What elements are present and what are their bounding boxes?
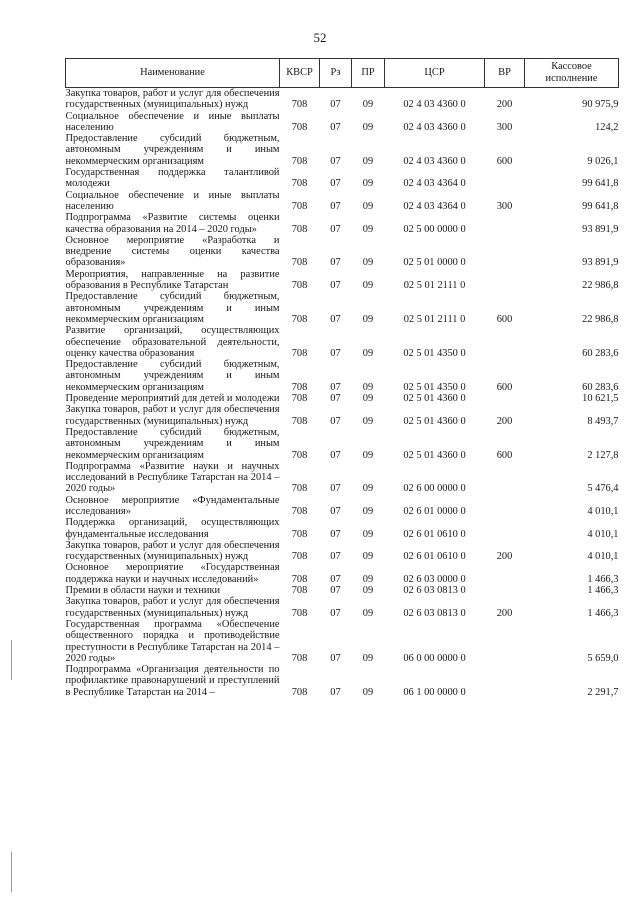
header-vr: ВР bbox=[485, 59, 525, 88]
table-row bbox=[66, 325, 619, 359]
row-pr: 09 bbox=[362, 652, 374, 664]
row-kvsr: 708 bbox=[291, 551, 308, 563]
row-pr: 09 bbox=[362, 178, 374, 190]
row-amount: 1 466,3 bbox=[587, 607, 619, 619]
row-name: Основное мероприятие «Фундаментальные исследования» bbox=[65, 494, 280, 517]
row-rz: 07 bbox=[330, 483, 341, 495]
row-amount: 1 466,3 bbox=[587, 573, 619, 585]
row-name: Предоставление субсидий бюджетным, автономным учреждениям и иным некоммерческим организациям bbox=[65, 133, 280, 167]
row-vr bbox=[485, 461, 525, 495]
table-row bbox=[66, 495, 619, 518]
row-csr: 02 6 01 0610 0 bbox=[403, 551, 466, 563]
row-pr: 09 bbox=[362, 505, 374, 517]
row-pr: 09 bbox=[362, 381, 374, 393]
row-kvsr: 708 bbox=[291, 347, 308, 359]
row-rz: 07 bbox=[330, 121, 341, 133]
header-amount: Кассовое исполнение bbox=[525, 59, 619, 88]
row-rz: 07 bbox=[330, 99, 341, 111]
row-kvsr: 708 bbox=[291, 483, 308, 495]
row-rz: 07 bbox=[330, 652, 341, 664]
row-name: Основное мероприятие «Разработка и внедрение системы оценки качества образования» bbox=[65, 234, 280, 269]
table-header-row bbox=[66, 59, 619, 88]
row-pr: 09 bbox=[362, 607, 374, 619]
row-kvsr: 708 bbox=[291, 121, 308, 133]
row-rz: 07 bbox=[330, 607, 341, 619]
row-amount: 60 283,6 bbox=[582, 381, 619, 393]
header-kvsr: КВСР bbox=[280, 59, 320, 88]
row-rz: 07 bbox=[330, 449, 341, 461]
row-pr: 09 bbox=[362, 393, 374, 405]
row-kvsr: 708 bbox=[291, 99, 308, 111]
row-amount: 124,2 bbox=[595, 121, 619, 133]
table-row bbox=[66, 111, 619, 134]
row-kvsr: 708 bbox=[291, 607, 308, 619]
row-amount: 2 127,8 bbox=[587, 449, 619, 461]
row-pr: 09 bbox=[362, 585, 374, 597]
row-csr: 02 5 01 0000 0 bbox=[403, 257, 466, 269]
row-vr: 200 bbox=[496, 607, 513, 619]
row-amount: 8 493,7 bbox=[587, 415, 619, 427]
row-vr: 600 bbox=[496, 155, 513, 167]
row-rz: 07 bbox=[330, 585, 341, 597]
row-kvsr: 708 bbox=[291, 200, 308, 212]
row-csr: 02 4 03 4364 0 bbox=[403, 200, 466, 212]
row-amount: 60 283,6 bbox=[582, 347, 619, 359]
row-vr bbox=[485, 167, 525, 190]
row-rz: 07 bbox=[330, 686, 341, 698]
row-pr: 09 bbox=[362, 280, 374, 292]
row-pr: 09 bbox=[362, 200, 374, 212]
row-vr: 200 bbox=[496, 551, 513, 563]
scan-edge-mark bbox=[11, 852, 12, 892]
row-vr bbox=[485, 212, 525, 235]
row-name: Закупка товаров, работ и услуг для обеспечения государственных (муниципальных) нужд bbox=[65, 596, 280, 619]
row-vr bbox=[485, 664, 525, 698]
row-csr: 02 5 01 4360 0 bbox=[403, 415, 466, 427]
row-name: Основное мероприятие «Государственная поддержка науки и научных исследований» bbox=[65, 562, 280, 585]
row-csr: 02 6 01 0610 0 bbox=[403, 528, 466, 540]
table-row bbox=[66, 664, 619, 698]
row-name: Предоставление субсидий бюджетным, автономным учреждениям и иным некоммерческим организациям bbox=[65, 359, 280, 393]
row-kvsr: 708 bbox=[291, 393, 308, 405]
row-kvsr: 708 bbox=[291, 155, 308, 167]
scan-edge-mark bbox=[11, 640, 12, 680]
row-amount: 99 641,8 bbox=[582, 200, 619, 212]
row-rz: 07 bbox=[330, 313, 341, 325]
row-rz: 07 bbox=[330, 223, 341, 235]
row-kvsr: 708 bbox=[291, 528, 308, 540]
row-vr: 200 bbox=[496, 415, 513, 427]
row-amount: 1 466,3 bbox=[587, 585, 619, 597]
row-rz: 07 bbox=[330, 551, 341, 563]
table-row bbox=[66, 269, 619, 292]
header-rz: Рз bbox=[320, 59, 352, 88]
row-name: Подпрограмма «Развитие системы оценки качества образования на 2014 – 2020 годы» bbox=[65, 212, 280, 235]
row-name: Развитие организаций, осуществляющих обеспечение образовательной деятельности, оценку качества образования bbox=[65, 325, 280, 359]
row-kvsr: 708 bbox=[291, 178, 308, 190]
row-rz: 07 bbox=[330, 280, 341, 292]
row-pr: 09 bbox=[362, 99, 374, 111]
row-rz: 07 bbox=[330, 393, 341, 405]
row-amount: 5 476,4 bbox=[587, 483, 619, 495]
row-pr: 09 bbox=[362, 313, 374, 325]
row-kvsr: 708 bbox=[291, 223, 308, 235]
row-csr: 02 5 01 4360 0 bbox=[403, 393, 466, 405]
row-rz: 07 bbox=[330, 381, 341, 393]
row-kvsr: 708 bbox=[291, 280, 308, 292]
row-csr: 02 4 03 4360 0 bbox=[403, 99, 466, 111]
row-pr: 09 bbox=[362, 449, 374, 461]
row-csr: 02 4 03 4360 0 bbox=[403, 121, 466, 133]
row-csr: 02 5 01 2111 0 bbox=[403, 313, 466, 325]
row-name: Закупка товаров, работ и услуг для обеспечения государственных (муниципальных) нужд bbox=[65, 88, 280, 111]
row-vr: 600 bbox=[496, 313, 513, 325]
row-vr bbox=[485, 393, 525, 404]
table-row bbox=[66, 540, 619, 563]
row-pr: 09 bbox=[362, 223, 374, 235]
table-body bbox=[66, 88, 619, 699]
row-csr: 02 6 00 0000 0 bbox=[403, 483, 466, 495]
row-rz: 07 bbox=[330, 257, 341, 269]
row-kvsr: 708 bbox=[291, 381, 308, 393]
row-vr: 200 bbox=[496, 99, 513, 111]
row-vr: 600 bbox=[496, 381, 513, 393]
row-rz: 07 bbox=[330, 200, 341, 212]
row-vr bbox=[485, 495, 525, 518]
table-row bbox=[66, 291, 619, 325]
table-row bbox=[66, 190, 619, 213]
row-csr: 06 1 00 0000 0 bbox=[403, 686, 466, 698]
row-amount: 93 891,9 bbox=[582, 223, 619, 235]
table-row bbox=[66, 427, 619, 461]
table-row bbox=[66, 212, 619, 235]
row-csr: 02 5 00 0000 0 bbox=[403, 223, 466, 235]
row-vr bbox=[485, 585, 525, 596]
header-csr: ЦСР bbox=[385, 59, 485, 88]
row-kvsr: 708 bbox=[291, 585, 308, 597]
row-vr bbox=[485, 517, 525, 540]
row-rz: 07 bbox=[330, 505, 341, 517]
table-row bbox=[66, 619, 619, 664]
row-name: Проведение мероприятий для детей и молодежи bbox=[65, 393, 280, 405]
row-pr: 09 bbox=[362, 121, 374, 133]
row-vr: 300 bbox=[496, 200, 513, 212]
table-row bbox=[66, 596, 619, 619]
row-name: Предоставление субсидий бюджетным, автономным учреждениям и иным некоммерческим организациям bbox=[65, 291, 280, 325]
row-pr: 09 bbox=[362, 415, 374, 427]
row-csr: 02 6 03 0813 0 bbox=[403, 585, 466, 597]
row-rz: 07 bbox=[330, 178, 341, 190]
row-amount: 9 026,1 bbox=[587, 155, 619, 167]
row-csr: 02 5 01 4360 0 bbox=[403, 449, 466, 461]
row-name: Государственная поддержка талантливой молодежи bbox=[65, 167, 280, 190]
row-csr: 02 5 01 4350 0 bbox=[403, 381, 466, 393]
row-vr: 600 bbox=[496, 449, 513, 461]
row-vr bbox=[485, 235, 525, 269]
row-pr: 09 bbox=[362, 551, 374, 563]
row-amount: 2 291,7 bbox=[587, 686, 619, 698]
table-row bbox=[66, 167, 619, 190]
table-row bbox=[66, 235, 619, 269]
row-pr: 09 bbox=[362, 347, 374, 359]
row-kvsr: 708 bbox=[291, 652, 308, 664]
row-pr: 09 bbox=[362, 528, 374, 540]
row-rz: 07 bbox=[330, 528, 341, 540]
row-name: Социальное обеспечение и иные выплаты населению bbox=[65, 189, 280, 212]
row-vr bbox=[485, 562, 525, 585]
row-pr: 09 bbox=[362, 573, 374, 585]
table-row bbox=[66, 562, 619, 585]
row-rz: 07 bbox=[330, 155, 341, 167]
row-name: Премии в области науки и техники bbox=[65, 585, 221, 597]
row-csr: 02 5 01 4350 0 bbox=[403, 347, 466, 359]
row-vr bbox=[485, 325, 525, 359]
row-csr: 06 0 00 0000 0 bbox=[403, 652, 466, 664]
row-kvsr: 708 bbox=[291, 686, 308, 698]
row-rz: 07 bbox=[330, 573, 341, 585]
row-kvsr: 708 bbox=[291, 257, 308, 269]
row-kvsr: 708 bbox=[291, 415, 308, 427]
header-pr: ПР bbox=[352, 59, 385, 88]
row-name: Закупка товаров, работ и услуг для обеспечения государственных (муниципальных) нужд bbox=[65, 404, 280, 427]
row-name: Подпрограмма «Организация деятельности по профилактике правонарушений и преступлений в Республике Татарстан на 2014 – bbox=[65, 664, 280, 698]
row-name: Закупка товаров, работ и услуг для обеспечения государственных (муниципальных) нужд bbox=[65, 539, 280, 563]
row-pr: 09 bbox=[362, 686, 374, 698]
page-number: 52 bbox=[313, 30, 327, 45]
row-amount: 5 659,0 bbox=[587, 652, 619, 664]
row-kvsr: 708 bbox=[291, 313, 308, 325]
row-kvsr: 708 bbox=[291, 449, 308, 461]
row-amount: 4 010,1 bbox=[587, 505, 619, 517]
table-row bbox=[66, 133, 619, 167]
table-row bbox=[66, 517, 619, 540]
row-csr: 02 6 03 0000 0 bbox=[403, 573, 466, 585]
row-amount: 90 975,9 bbox=[582, 99, 619, 111]
row-amount: 4 010,1 bbox=[587, 528, 619, 540]
table-row bbox=[66, 88, 619, 111]
row-csr: 02 4 03 4360 0 bbox=[403, 155, 466, 167]
table-row bbox=[66, 393, 619, 404]
header-name: Наименование bbox=[66, 59, 280, 88]
row-vr bbox=[485, 619, 525, 664]
table-row bbox=[66, 461, 619, 495]
row-csr: 02 4 03 4364 0 bbox=[403, 178, 466, 190]
row-kvsr: 708 bbox=[291, 573, 308, 585]
row-kvsr: 708 bbox=[291, 505, 308, 517]
table-row bbox=[66, 404, 619, 427]
row-csr: 02 6 03 0813 0 bbox=[403, 607, 466, 619]
row-rz: 07 bbox=[330, 347, 341, 359]
row-amount: 99 641,8 bbox=[582, 178, 619, 190]
row-vr: 300 bbox=[496, 121, 513, 133]
row-amount: 10 621,5 bbox=[582, 393, 619, 405]
row-amount: 4 010,1 bbox=[587, 551, 619, 563]
row-vr bbox=[485, 269, 525, 292]
row-csr: 02 5 01 2111 0 bbox=[403, 280, 466, 292]
row-name: Государственная программа «Обеспечение общественного порядка и противодействие преступности в Республике Татарстан на 2014 – 2020 годы» bbox=[65, 618, 280, 664]
row-pr: 09 bbox=[362, 257, 374, 269]
row-name: Мероприятия, направленные на развитие образования в Республике Татарстан bbox=[65, 268, 280, 292]
row-name: Поддержка организаций, осуществляющих фундаментальные исследования bbox=[65, 517, 280, 540]
budget-table bbox=[65, 58, 619, 698]
row-csr: 02 6 01 0000 0 bbox=[403, 505, 466, 517]
row-rz: 07 bbox=[330, 415, 341, 427]
table-row bbox=[66, 359, 619, 393]
row-pr: 09 bbox=[362, 155, 374, 167]
row-amount: 22 986,8 bbox=[582, 280, 619, 292]
row-amount: 93 891,9 bbox=[582, 257, 619, 269]
row-name: Подпрограмма «Развитие науки и научных исследований в Республике Татарстан на 2014 – 2020 годы» bbox=[65, 460, 280, 495]
row-name: Социальное обеспечение и иные выплаты населению bbox=[65, 110, 280, 133]
row-pr: 09 bbox=[362, 483, 374, 495]
row-name: Предоставление субсидий бюджетным, автономным учреждениям и иным некоммерческим организациям bbox=[65, 426, 280, 461]
table-row bbox=[66, 585, 619, 596]
row-amount: 22 986,8 bbox=[582, 313, 619, 325]
